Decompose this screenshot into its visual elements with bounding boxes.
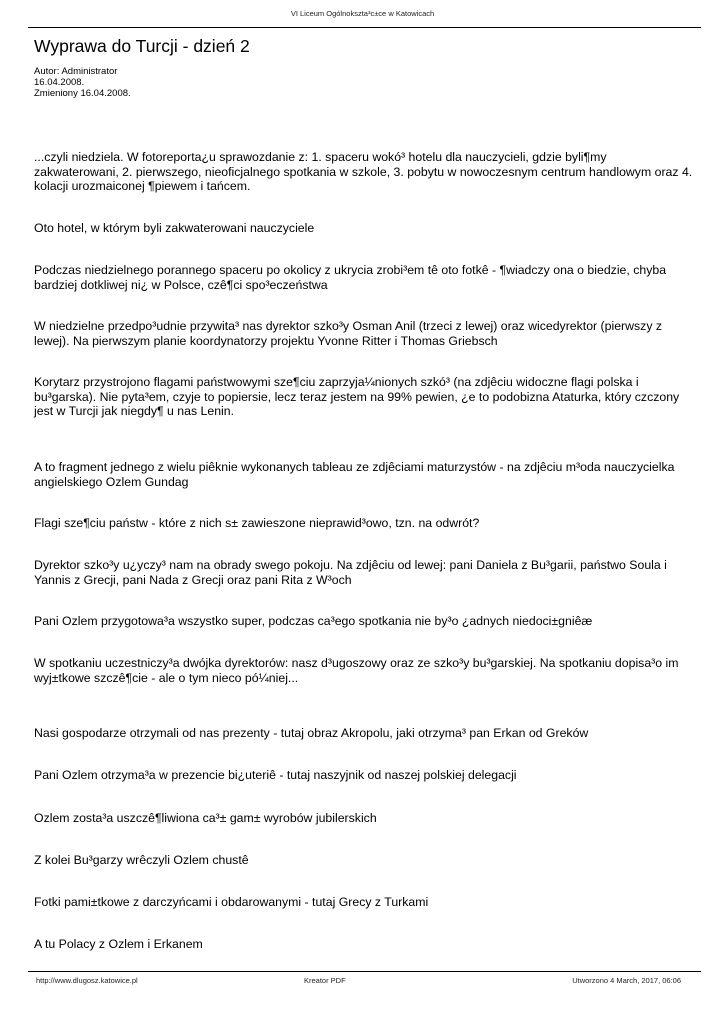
paragraph: Pani Ozlem przygotowa³a wszystko super, podczas ca³ego spotkania nie by³o ¿adnych niedoci±gniêæ — [34, 614, 593, 628]
footer-created: Utworzono 4 March, 2017, 06:06 — [572, 976, 681, 985]
footer-url: http://www.dlugosz.katowice.pl — [36, 976, 138, 985]
article-title: Wyprawa do Turcji - dzień 2 — [34, 36, 250, 56]
paragraph: ...czyli niedziela. W fotoreporta¿u sprawozdanie z: 1. spaceru wokó³ hotelu dla nauczycieli, gdzie byli¶my zakwaterowani, 2. pierwszego, nieoficjalnego spotkania w szkole, 3. pobytu w nowoczesnym centrum handlowym oraz 4. kolacji urozmaiconej ¶piewem i tańcem. — [34, 150, 693, 193]
paragraph: Fotki pami±tkowe z darczyńcami i obdarowanymi - tutaj Grecy z Turkami — [34, 895, 429, 909]
article-meta — [34, 66, 131, 99]
footer-generator: Kreator PDF — [304, 976, 346, 985]
paragraph: Nasi gospodarze otrzymali od nas prezenty - tutaj obraz Akropolu, jaki otrzyma³ pan Erkan od Greków — [34, 726, 589, 740]
paragraph: W niedzielne przedpo³udnie przywita³ nas dyrektor szko³y Osman Anil (trzeci z lewej) oraz wicedyrektor (pierwszy z lewej). Na pierwszym planie koordynatorzy projektu Yvonne Ritter i Thomas Griebsch — [34, 319, 663, 348]
article-date: 16.04.2008. — [34, 77, 85, 88]
footer-divider — [28, 971, 701, 972]
article-author: Autor: Administrator — [34, 66, 118, 77]
paragraph: Korytarz przystrojono flagami państwowymi sze¶ciu zaprzyja¼nionych szkó³ (na zdjêciu widoczne flagi polska i bu³garska). Nie pyta³em, czyje to popiersie, lecz teraz jestem na 99% pewien, ¿e to podobizna Ataturka, który czczony jest w Turcji jak niegdy¶ u nas Lenin. — [34, 375, 680, 418]
paragraph: Flagi sze¶ciu państw - które z nich s± zawieszone nieprawid³owo, tzn. na odwrót? — [34, 516, 480, 530]
paragraph: Ozlem zosta³a uszczê¶liwiona ca³± gam± wyrobów jubilerskich — [34, 811, 377, 825]
paragraph: Oto hotel, w którym byli zakwaterowani nauczyciele — [34, 221, 315, 235]
page-header-school: VI Liceum Ogólnokszta³c±ce w Katowicach — [290, 9, 435, 18]
article-modified: Zmieniony 16.04.2008. — [34, 88, 131, 99]
paragraph: A tu Polacy z Ozlem i Erkanem — [34, 937, 203, 951]
paragraph: Dyrektor szko³y u¿yczy³ nam na obrady swego pokoju. Na zdjêciu od lewej: pani Daniela z Bu³garii, państwo Soula i Yannis z Grecji, pani Nada z Grecji oraz pani Rita z W³och — [34, 558, 667, 587]
paragraph: Z kolei Bu³garzy wrêczyli Ozlem chustê — [34, 853, 249, 867]
paragraph: Pani Ozlem otrzyma³a w prezencie bi¿uteriê - tutaj naszyjnik od naszej polskiej delegacji — [34, 768, 517, 782]
paragraph: W spotkaniu uczestniczy³a dwójka dyrektorów: nasz d³ugoszowy oraz ze szko³y bu³garskiej. Na spotkaniu dopisa³o im wyj±tkowe szczê¶cie - ale o tym nieco pó¼niej... — [34, 656, 679, 685]
header-divider — [28, 27, 701, 28]
paragraph: Podczas niedzielnego porannego spaceru po okolicy z ukrycia zrobi³em tê oto fotkê - ¶wiadczy ona o biedzie, chyba bardziej dotkliwej ni¿ w Polsce, czê¶ci spo³eczeństwa — [34, 263, 667, 292]
paragraph: A to fragment jednego z wielu piêknie wykonanych tableau ze zdjêciami maturzystów - na zdjêciu m³oda nauczycielka angielskiego Ozlem Gundag — [34, 460, 675, 489]
